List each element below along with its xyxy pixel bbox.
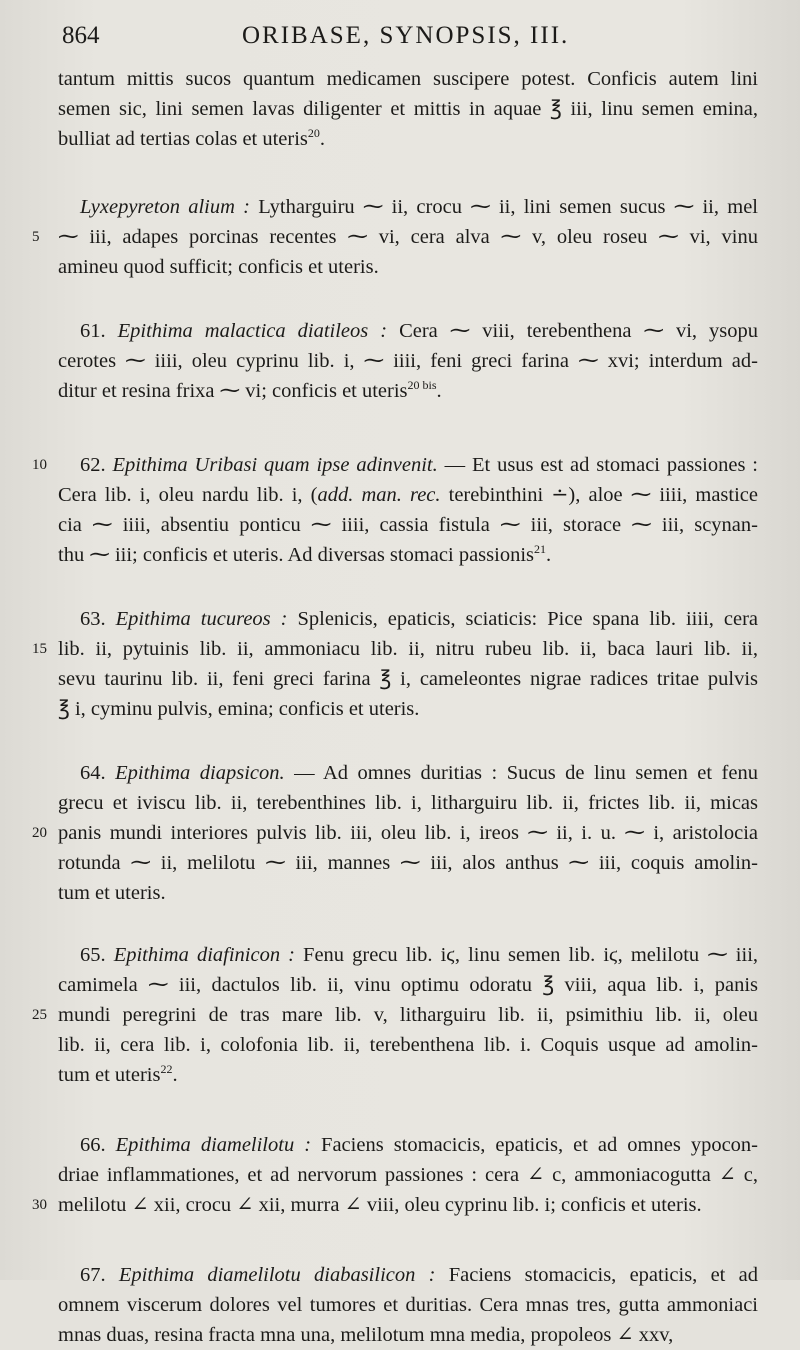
line-text: tum et uteris.: [58, 882, 166, 904]
line-text: mundi peregrini de tras mare lib. v, litharguiru lib. ii, psimithiu lib. ii, oleu: [58, 1004, 758, 1026]
section-number: 63.: [80, 608, 116, 630]
body-text: [32, 64, 759, 1350]
page-header: [0, 22, 800, 58]
line-text: Faciens stomacicis, epaticis, et ad: [435, 1264, 759, 1286]
text-line: [32, 450, 758, 480]
line-number: 10: [32, 457, 47, 473]
paragraph-gap: [58, 908, 758, 940]
text-line: [58, 788, 758, 818]
paragraph-gap: [58, 570, 758, 604]
section-number: 66.: [80, 1134, 116, 1156]
line-text: Fenu grecu lib. iϛ, linu semen lib. iϛ, melilotu ⁓ iii,: [294, 944, 759, 966]
paragraph: [58, 1260, 758, 1350]
line-text: ℥ i, cyminu pulvis, emina; conficis et uteris.: [58, 698, 420, 720]
recipe-title: Epithima diamelilotu :: [115, 1134, 312, 1156]
line-text: mnas duas, resina fracta mna una, melilotum mna media, propoleos ∠ xxv,: [58, 1324, 674, 1346]
text-line: [58, 694, 758, 724]
text-line: [58, 346, 758, 376]
text-line: [58, 1130, 758, 1160]
line-text: lib. ii, cera lib. i, colofonia lib. ii, terebenthena lib. i. Coquis usque ad amolin-: [58, 1034, 758, 1056]
text-line: [58, 758, 758, 788]
line-text: cia ⁓ iiii, absentiu ponticu ⁓ iiii, cassia fistula ⁓ iii, storace ⁓ iii, scynan-: [58, 514, 758, 536]
section-number: 61.: [80, 320, 118, 342]
paragraph: [32, 1130, 759, 1220]
section-number: 62.: [80, 454, 113, 476]
line-number: 5: [32, 229, 40, 245]
recipe-title: Epithima diafinicon :: [113, 944, 295, 966]
line-text: .: [546, 544, 552, 566]
text-line: [58, 1260, 758, 1290]
line-text: grecu et iviscu lib. ii, terebenthines lib. i, litharguiru lib. ii, frictes lib. ii, micas: [58, 792, 758, 814]
footnote-marker: 20 bis: [407, 378, 437, 393]
running-title: ORIBASE, SYNOPSIS, III.: [242, 22, 570, 49]
footnote-marker: 20: [307, 126, 320, 141]
line-text: Lytharguiru ⁓ ii, crocu ⁓ ii, lini semen sucus ⁓ ii, mel: [249, 196, 758, 218]
line-text: camimela ⁓ iii, dactulos lib. ii, vinu optimu odoratu ℥ viii, aqua lib. i, panis: [58, 974, 758, 996]
line-text: panis mundi interiores pulvis lib. iii, oleu lib. i, ireos ⁓ ii, i. u. ⁓ i, aristolocia: [58, 822, 758, 844]
line-text: sevu taurinu lib. ii, feni greci farina ℥ i, cameleontes nigrae radices tritae pulvis: [58, 668, 758, 690]
line-text: driae inflammationes, et ad nervorum passiones : cera ∠ c, ammoniacogutta ∠ c,: [58, 1164, 758, 1186]
line-text: Cera lib. i, oleu nardu lib. i, (: [58, 484, 318, 506]
section-number: 67.: [80, 1264, 119, 1286]
line-text: amineu quod sufficit; conficis et uteris.: [58, 256, 379, 278]
paragraph: [58, 316, 758, 406]
line-text: thu ⁓ iii; conficis et uteris. Ad diversas stomaci passionis: [58, 544, 534, 566]
line-text: .: [172, 1064, 178, 1086]
text-line: [58, 1290, 758, 1320]
paragraph-gap: [58, 406, 758, 450]
line-text: Faciens stomacicis, epaticis, et ad omnes ypocon-: [311, 1134, 759, 1156]
line-text: melilotu ∠ xii, crocu ∠ xii, murra ∠ viii, oleu cyprinu lib. i; conficis et uteris.: [58, 1194, 702, 1216]
paragraph: [32, 450, 758, 570]
section-number: 64.: [80, 762, 116, 784]
line-text: — Et usus est ad stomaci passiones :: [437, 454, 758, 476]
text-line: [58, 940, 758, 970]
text-line: [32, 1190, 758, 1220]
text-line: [58, 252, 758, 282]
paragraph-gap: [58, 1220, 758, 1260]
recipe-title: Epithima diamelilotu diabasilicon :: [118, 1264, 436, 1286]
line-text: tum et uteris: [58, 1064, 161, 1086]
text-line: [32, 222, 758, 252]
text-line: [32, 818, 758, 848]
editorial-note: add. man. rec.: [317, 484, 441, 506]
paragraph: [32, 758, 758, 908]
text-line: [58, 1030, 758, 1060]
text-line: [32, 1000, 758, 1030]
text-line: [58, 970, 758, 1000]
text-line: [58, 124, 758, 154]
line-text: cerotes ⁓ iiii, oleu cyprinu lib. i, ⁓ iiii, feni greci farina ⁓ xvi; interdum ad-: [58, 350, 758, 372]
text-line: [58, 376, 758, 406]
line-text: semen sic, lini semen lavas diligenter et mittis in aquae ℥ iii, linu semen emina,: [58, 98, 758, 120]
paragraph: [32, 192, 758, 282]
line-text: Cera ⁓ viii, terebenthena ⁓ vi, ysopu: [387, 320, 758, 342]
line-text: .: [319, 128, 326, 150]
text-line: [58, 192, 758, 222]
paragraph: [32, 940, 759, 1090]
text-line: [58, 664, 758, 694]
text-line: [58, 878, 758, 908]
section-number: 65.: [80, 944, 114, 966]
paragraph: [32, 604, 759, 724]
line-text: terebinthini ∸), aloe ⁓ iiii, mastice: [440, 484, 758, 506]
line-text: Splenicis, epaticis, sciaticis: Pice spana lib. iiii, cera: [287, 608, 759, 630]
line-text: omnem viscerum dolores vel tumores et duritias. Cera mnas tres, gutta ammoniaci: [58, 1294, 758, 1316]
line-text: bulliat ad tertias colas et uteris: [58, 128, 308, 150]
page-number: 864: [62, 22, 100, 49]
paragraph-gap: [58, 154, 758, 192]
text-line: [58, 94, 758, 124]
text-line: [58, 480, 758, 510]
text-line: [58, 848, 758, 878]
text-line: [58, 540, 758, 570]
footnote-marker: 21: [534, 542, 546, 557]
paragraph-gap: [58, 724, 758, 758]
line-number: 20: [32, 825, 47, 841]
recipe-title: Epithima malactica diatileos :: [117, 320, 388, 342]
recipe-title: Lyxepyreton alium :: [80, 196, 250, 218]
paragraph: [58, 64, 758, 154]
line-text: ⁓ iii, adapes porcinas recentes ⁓ vi, cera alva ⁓ v, oleu roseu ⁓ vi, vinu: [58, 226, 758, 248]
text-line: [58, 1320, 758, 1350]
line-text: — Ad omnes duritias : Sucus de linu semen et fenu: [284, 762, 758, 784]
text-line: [58, 604, 758, 634]
recipe-title: Epithima tucureos :: [115, 608, 288, 630]
footnote-marker: 22: [160, 1062, 173, 1077]
text-line: [58, 316, 758, 346]
text-line: [32, 634, 758, 664]
line-text: rotunda ⁓ ii, melilotu ⁓ iii, mannes ⁓ iii, alos anthus ⁓ iii, coquis amolin-: [58, 852, 758, 874]
text-line: [58, 1160, 758, 1190]
paragraph-gap: [58, 1090, 758, 1130]
line-number: 30: [32, 1197, 47, 1213]
text-line: [58, 510, 758, 540]
text-line: [58, 64, 758, 94]
recipe-title: Epithima Uribasi quam ipse adinvenit.: [112, 454, 438, 476]
line-number: 15: [32, 641, 47, 657]
line-number: 25: [32, 1007, 47, 1023]
paragraph-gap: [58, 282, 758, 316]
recipe-title: Epithima diapsicon.: [115, 762, 285, 784]
line-text: .: [436, 380, 442, 402]
text-line: [58, 1060, 758, 1090]
line-text: ditur et resina frixa ⁓ vi; conficis et uteris: [58, 380, 408, 402]
line-text: lib. ii, pytuinis lib. ii, ammoniacu lib. ii, nitru rubeu lib. ii, baca lauri lib. ii,: [58, 638, 758, 660]
line-text: tantum mittis sucos quantum medicamen suscipere potest. Conficis autem lini: [58, 68, 758, 90]
